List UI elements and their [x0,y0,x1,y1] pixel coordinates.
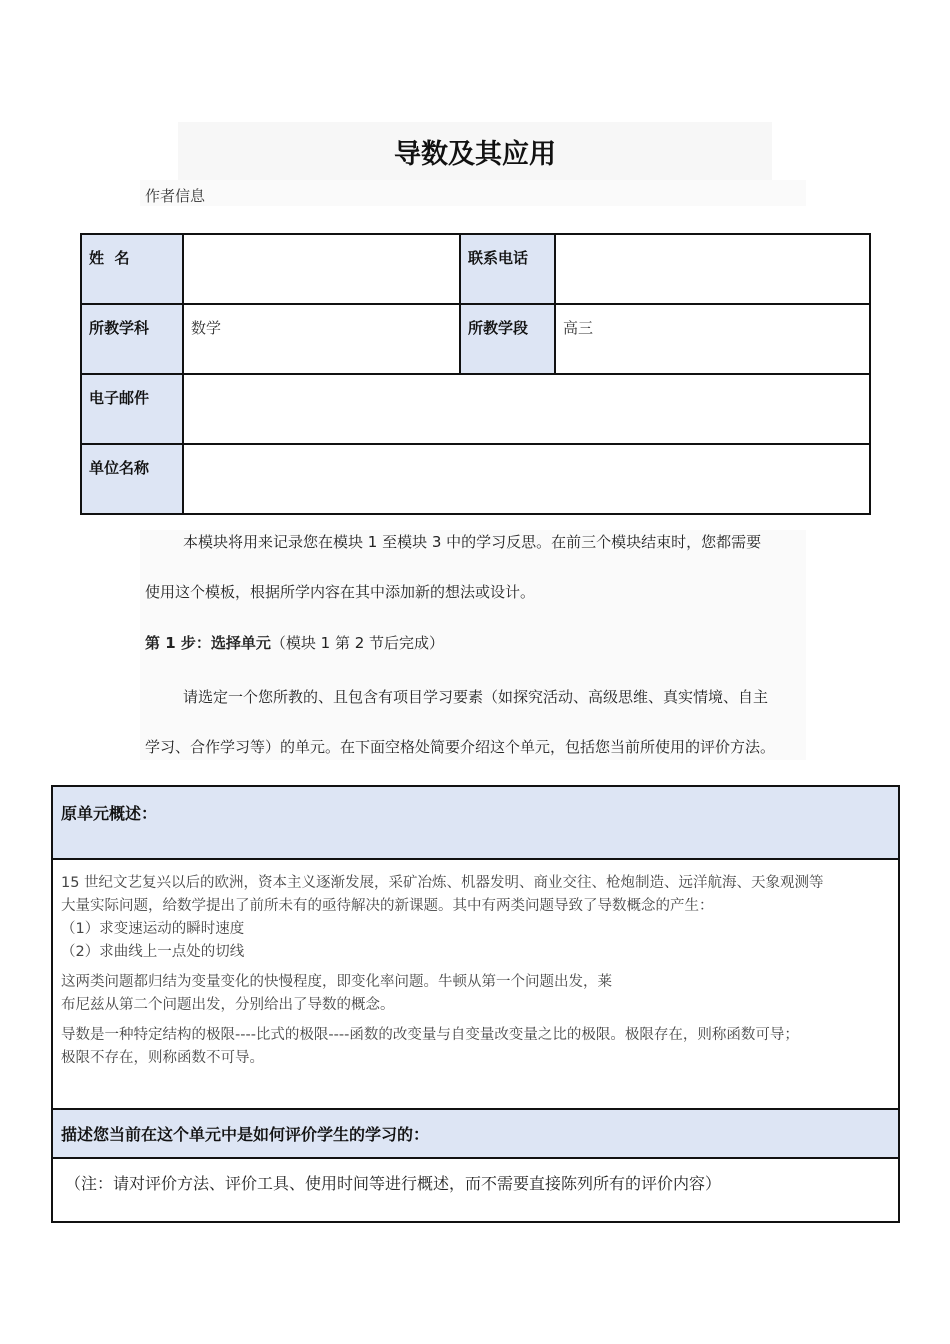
phone-label: 联系电话 [460,234,555,304]
text-line: 大量实际问题，给数学提出了前所未有的亟待解决的新课题。其中有两类问题导致了导数概念的产生： [61,898,714,914]
email-label: 电子邮件 [81,374,183,444]
step-label: 第 1 步：选择单元 [145,634,271,652]
assessment-header: 描述您当前在这个单元中是如何评价学生的学习的： [52,1109,899,1158]
intro-line-2: 使用这个模板，根据所学内容在其中添加新的想法或设计。 [145,583,536,601]
overview-content[interactable] [52,859,899,1109]
grade-field[interactable]: 高三 [555,304,870,374]
list-item: （2）求曲线上一点处的切线 [61,944,245,960]
intro-line-1: 本模块将用来记录您在模块 1 至模块 3 中的学习反思。在前三个模块结束时，您都需要 [183,533,762,551]
text-line: 布尼兹从第二个问题出发，分别给出了导数的概念。 [61,997,395,1013]
overview-header: 原单元概述： [52,786,899,859]
text-line: 导数是一种特定结构的极限----比式的极限----函数的改变量与自变量改变量之比的极限。极限存在，则称函数可导； [61,1027,799,1043]
assessment-note[interactable]: （注：请对评价方法、评价工具、使用时间等进行概述，而不需要直接陈列所有的评价内容） [52,1158,899,1222]
subject-field[interactable]: 数学 [183,304,460,374]
overview-paragraph-2 [61,971,890,1017]
name-label: 姓 名 [81,234,183,304]
author-label: 作者信息 [145,187,206,205]
list-item: （1）求变速运动的瞬时速度 [61,921,245,937]
email-field[interactable] [183,374,870,444]
table-row [52,1158,899,1222]
author-band [140,180,806,206]
subject-label: 所教学科 [81,304,183,374]
author-info-table [80,233,871,515]
table-row [81,234,870,304]
text-line: 极限不存在，则称函数不可导。 [61,1050,264,1066]
table-row [81,304,870,374]
org-field[interactable] [183,444,870,514]
step-note: （模块 1 第 2 节后完成） [270,634,445,652]
table-row [81,374,870,444]
grade-label: 所教学段 [460,304,555,374]
page-title: 导数及其应用 [394,139,556,170]
name-field[interactable] [183,234,460,304]
phone-field[interactable] [555,234,870,304]
table-row [52,1109,899,1158]
overview-paragraph-3 [61,1024,890,1070]
overview-paragraph-1 [61,872,890,964]
text-line: 这两类问题都归结为变量变化的快慢程度，即变化率问题。牛顿从第一个问题出发，莱 [61,974,612,990]
text-line: 15 世纪文艺复兴以后的欧洲，资本主义逐渐发展，采矿冶炼、机器发明、商业交往、枪炮制造、远洋航海、天象观测等 [61,875,824,891]
instructions-line-1: 请选定一个您所教的、且包含有项目学习要素（如探究活动、高级思维、真实情境、自主 [183,688,769,706]
instructions-line-2: 学习、合作学习等）的单元。在下面空格处简要介绍这个单元，包括您当前所使用的评价方法。 [145,738,776,756]
table-row [81,444,870,514]
unit-table [51,785,900,1223]
org-label: 单位名称 [81,444,183,514]
step-heading [145,632,815,653]
table-row [52,859,899,1109]
table-row [52,786,899,859]
